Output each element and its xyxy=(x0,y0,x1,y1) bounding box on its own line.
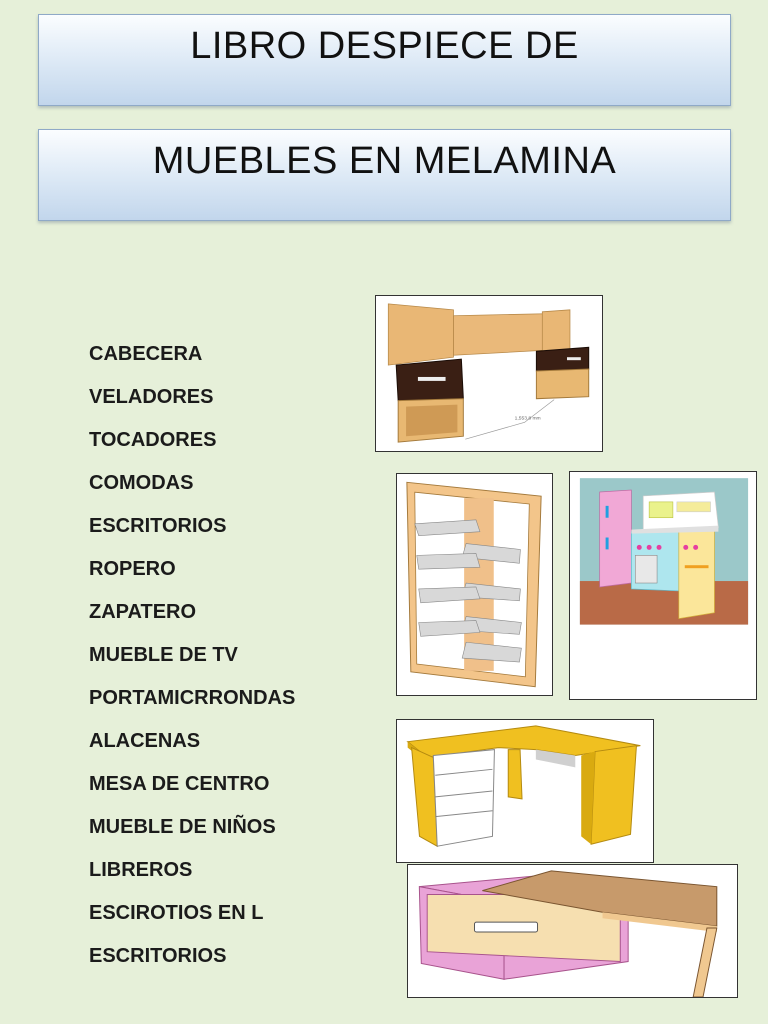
bookshelf-image xyxy=(396,473,553,696)
kids-kitchen-image xyxy=(569,471,757,700)
list-item: ZAPATERO xyxy=(89,601,197,623)
list-item: ESCRITORIOS xyxy=(89,515,227,537)
title-banner-bottom xyxy=(38,129,731,221)
list-item: MUEBLE DE TV xyxy=(89,644,238,666)
yellow-desk-image xyxy=(396,719,654,863)
bookshelf-illustration xyxy=(397,474,552,695)
list-item: ESCRITORIOS xyxy=(89,945,227,967)
dimension-label: 1,553.8 mm xyxy=(514,416,541,422)
l-desk-image xyxy=(407,864,738,998)
list-item: MUEBLE DE NIÑOS xyxy=(89,816,276,838)
title-line-1: LIBRO DESPIECE DE xyxy=(190,25,579,67)
list-item: LIBREROS xyxy=(89,859,193,881)
list-item: TOCADORES xyxy=(89,429,217,451)
list-item: ROPERO xyxy=(89,558,176,580)
headboard-image xyxy=(375,295,603,452)
kids-kitchen-illustration xyxy=(570,472,756,699)
list-item: COMODAS xyxy=(89,472,194,494)
title-banner-top xyxy=(38,14,731,106)
list-item: ALACENAS xyxy=(89,730,201,752)
list-item: VELADORES xyxy=(89,386,214,408)
headboard-illustration xyxy=(376,296,602,451)
yellow-desk-illustration xyxy=(397,720,653,862)
list-item: MESA DE CENTRO xyxy=(89,773,270,795)
list-item: ESCIROTIOS EN L xyxy=(89,902,264,924)
list-item: CABECERA xyxy=(89,343,203,365)
furniture-list xyxy=(89,340,295,985)
title-line-2: MUEBLES EN MELAMINA xyxy=(152,140,617,182)
l-desk-illustration xyxy=(408,865,737,997)
list-item: PORTAMICRRONDAS xyxy=(89,687,296,709)
